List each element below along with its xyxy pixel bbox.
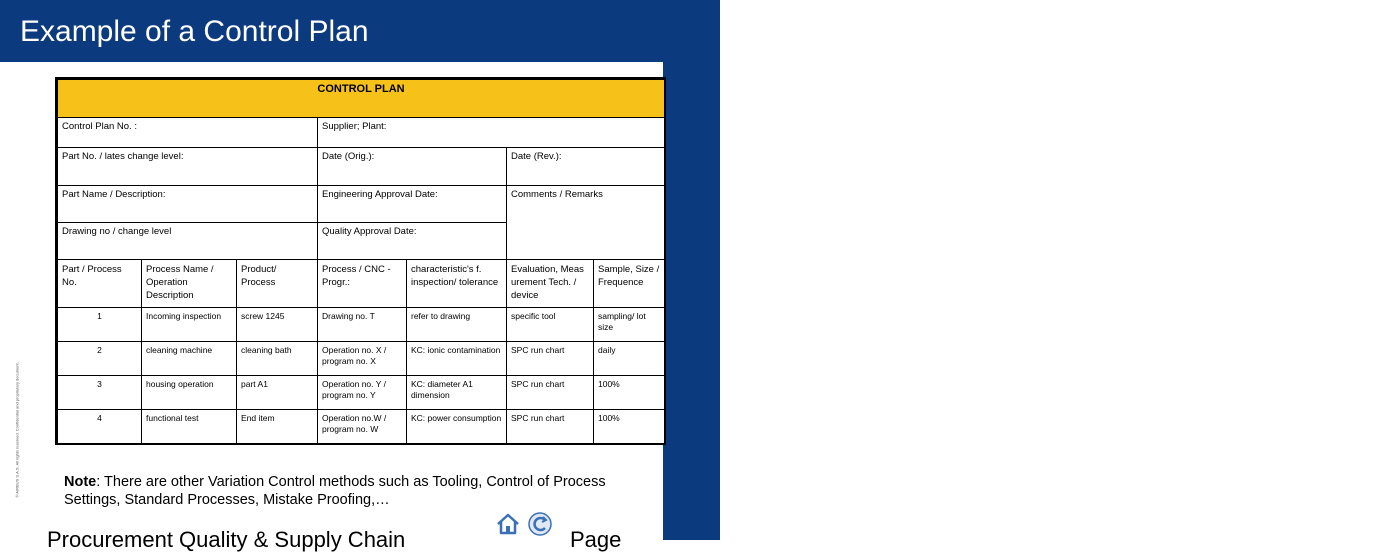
title-bar (0, 0, 720, 62)
table-cell: Operation no. X / program no. X (318, 342, 407, 376)
table-cell: functional test (142, 410, 237, 444)
table-cell: Drawing no. T (318, 308, 407, 342)
comments-label: Comments / Remarks (507, 186, 665, 260)
table-cell: sampling/ lot size (594, 308, 665, 342)
table-cell: KC: ionic contamination (407, 342, 507, 376)
footer-title: Procurement Quality & Supply Chain (47, 527, 406, 552)
table-cell: KC: power consumption (407, 410, 507, 444)
right-sidebar (663, 0, 1372, 540)
copyright-note: © AIRBUS S.A.S. All rights reserved. Confidential and proprietary document. (14, 362, 20, 498)
column-header: characteristic's f. inspection/ tolerance (407, 260, 507, 308)
supplier-plant-label: Supplier; Plant: (318, 118, 665, 148)
table-cell: SPC run chart (507, 342, 594, 376)
table-row (58, 410, 665, 444)
quality-approval-label: Quality Approval Date: (318, 223, 507, 260)
table-cell: refer to drawing (407, 308, 507, 342)
svg-text:AIRBUS: AIRBUS (1336, 512, 1372, 522)
table-cell: Operation no. Y / program no. Y (318, 376, 407, 410)
note-body: : There are other Variation Control methods such as Tooling, Control of Process Settings, Standard Processes, Mistake Proofing,… (64, 474, 606, 508)
back-icon[interactable] (526, 510, 554, 538)
control-plan-no-label: Control Plan No. : (58, 118, 318, 148)
table-cell: Incoming inspection (142, 308, 237, 342)
table-cell: Operation no.W / program no. W (318, 410, 407, 444)
column-header: Process Name / Operation Description (142, 260, 237, 308)
table-cell: screw 1245 (237, 308, 318, 342)
table-cell: cleaning machine (142, 342, 237, 376)
table-cell: 3 (58, 376, 142, 410)
home-icon[interactable] (494, 510, 522, 538)
table-row (58, 376, 665, 410)
date-orig-label: Date (Orig.): (318, 148, 507, 186)
drawing-no-label: Drawing no / change level (58, 223, 318, 260)
table-row (58, 342, 665, 376)
table-cell: 2 (58, 342, 142, 376)
control-plan-heading: CONTROL PLAN (58, 80, 665, 118)
slide-title: Example of a Control Plan (20, 15, 369, 48)
table-cell: housing operation (142, 376, 237, 410)
table-cell: KC: diameter A1 dimension (407, 376, 507, 410)
column-header: Product/ Process (237, 260, 318, 308)
table-cell: SPC run chart (507, 410, 594, 444)
column-header: Process / CNC - Progr.: (318, 260, 407, 308)
column-header: Evaluation, Meas urement Tech. / device (507, 260, 594, 308)
table-cell: 1 (58, 308, 142, 342)
table-cell: 100% (594, 410, 665, 444)
column-header: Part / Process No. (58, 260, 142, 308)
table-row (58, 308, 665, 342)
airbus-logo (1329, 470, 1379, 526)
note-label: Note (64, 474, 97, 490)
table-cell: End item (237, 410, 318, 444)
table-cell: part A1 (237, 376, 318, 410)
date-rev-label: Date (Rev.): (507, 148, 665, 186)
engineering-approval-label: Engineering Approval Date: (318, 186, 507, 223)
part-no-label: Part No. / lates change level: (58, 148, 318, 186)
control-plan-table (55, 77, 666, 445)
table-cell: cleaning bath (237, 342, 318, 376)
table-cell: SPC run chart (507, 376, 594, 410)
column-header: Sample, Size / Frequence (594, 260, 665, 308)
footer-page-label: Page (570, 527, 622, 552)
note-text (64, 473, 624, 509)
table-cell: specific tool (507, 308, 594, 342)
part-name-label: Part Name / Description: (58, 186, 318, 223)
table-cell: 100% (594, 376, 665, 410)
table-cell: 4 (58, 410, 142, 444)
table-cell: daily (594, 342, 665, 376)
